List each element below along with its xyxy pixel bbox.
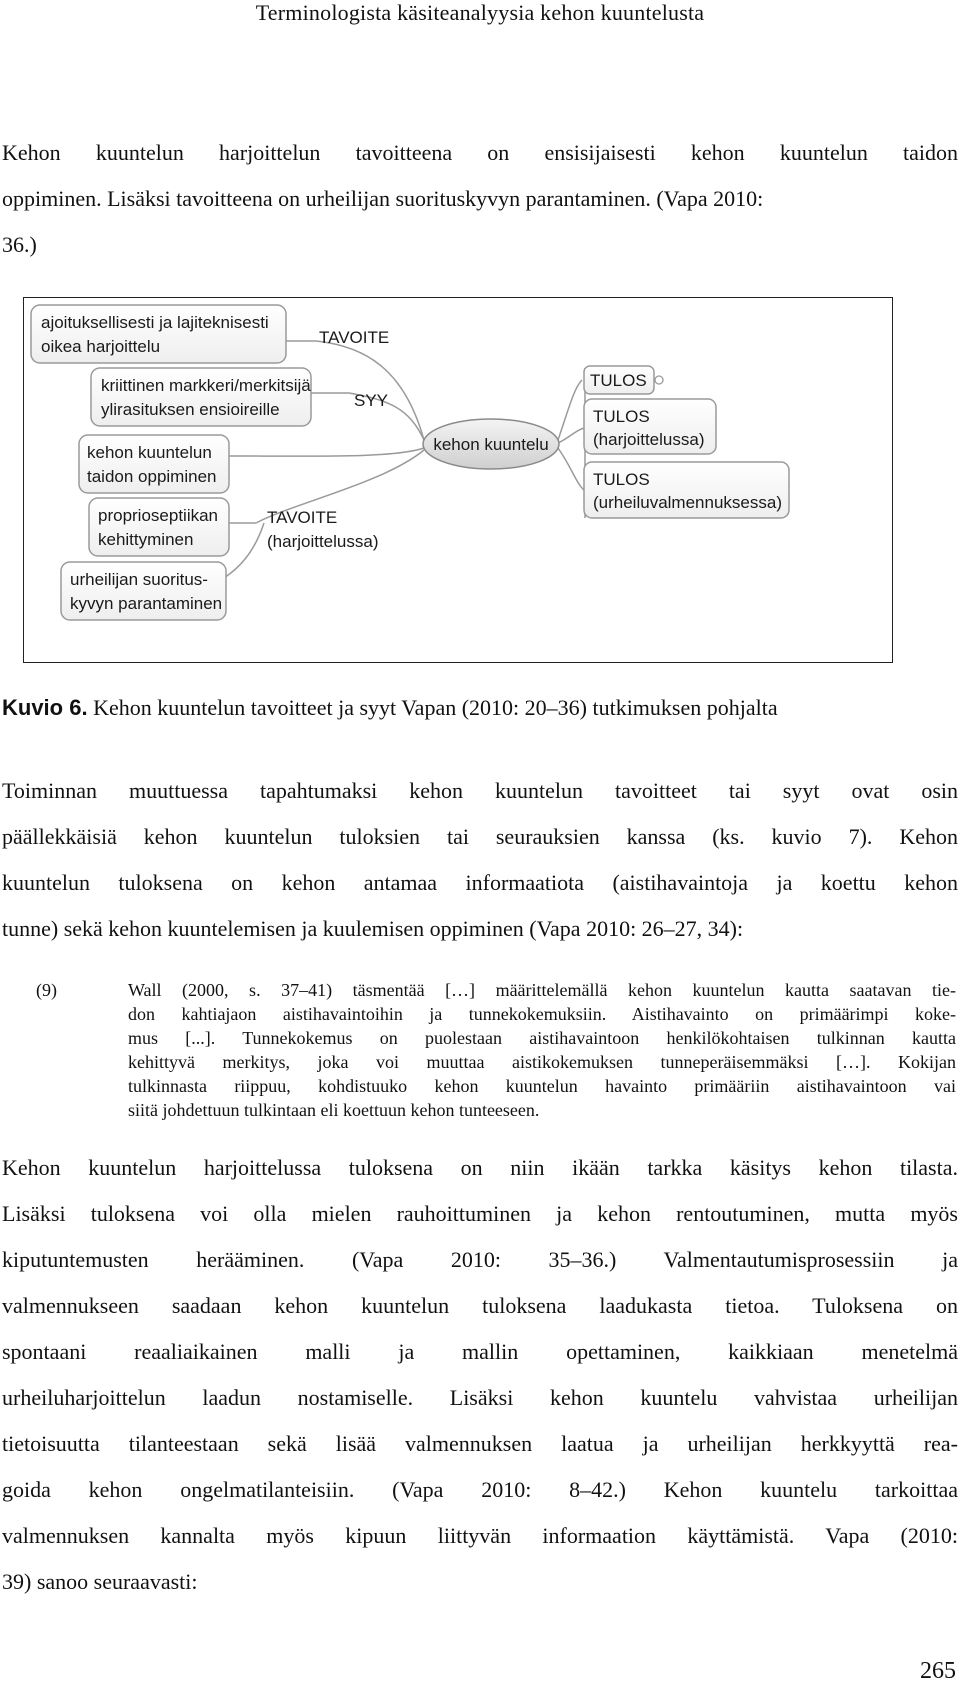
label-tavoite: TAVOITE — [319, 328, 390, 347]
box-text: kehittyminen — [98, 530, 194, 549]
left-box-1 — [31, 305, 286, 363]
page-number: 265 — [920, 1658, 956, 1684]
box-text: proprioseptiikan — [98, 506, 219, 525]
box-text: taidon oppiminen — [87, 467, 217, 486]
left-box-5 — [61, 562, 226, 620]
box-text: TULOS — [590, 371, 647, 390]
right-box-tulos-harjoittelussa — [584, 399, 716, 454]
quote-number: (9) — [36, 980, 57, 1000]
expand-node-icon — [655, 376, 663, 384]
text-line: Kehon kuuntelun harjoittelun tavoitteena on ensisijaisesti kehon kuuntelun taidon — [2, 140, 958, 165]
text-line: 36.) — [2, 232, 37, 257]
label-tavoite-harjoittelussa: TAVOITE — [267, 508, 338, 527]
figure-caption — [2, 693, 778, 723]
text-line: urheiluharjoittelun laadun nostamiselle. Lisäksi kehon kuuntelu vahvistaa urheilijan — [2, 1385, 958, 1410]
box-text: (urheiluvalmennuksessa) — [593, 493, 782, 512]
running-header: Terminologista käsiteanalyysia kehon kuuntelusta — [255, 0, 705, 25]
text-line: tunne) sekä kehon kuuntelemisen ja kuulemisen oppiminen (Vapa 2010: 26–27, 34): — [2, 916, 744, 941]
box-text: kriittinen markkeri/merkitsijä — [101, 376, 311, 395]
label-tavoite-harjoittelussa-sub: (harjoittelussa) — [267, 532, 379, 551]
text-line: Lisäksi tuloksena voi olla mielen rauhoittuminen ja kehon rentoutuminen, mutta myös — [2, 1201, 958, 1226]
box-text: urheilijan suoritus- — [70, 570, 208, 589]
box-text: oikea harjoittelu — [41, 337, 161, 356]
caption-text: Kehon kuuntelun tavoitteet ja syyt Vapan (2010: 20–36) tutkimuksen pohjalta — [93, 695, 778, 720]
box-text: kyvyn parantaminen — [70, 594, 223, 613]
left-box-4 — [89, 498, 229, 556]
box-text: TULOS — [593, 470, 650, 489]
text-line: kiputuntemusten herääminen. (Vapa 2010: 35–36.) Valmentautumisprosessiin ja — [2, 1247, 958, 1272]
text-line: Kehon kuuntelun harjoittelussa tuloksena on niin ikään tarkka käsitys kehon tilasta. — [2, 1155, 958, 1180]
right-box-tulos-urheiluvalmennuksessa — [584, 462, 789, 518]
text-line: goida kehon ongelmatilanteisiin. (Vapa 2010: 8–42.) Kehon kuuntelu tarkoittaa — [2, 1477, 958, 1502]
box-text: (harjoittelussa) — [593, 430, 705, 449]
label-syy: SYY — [354, 391, 389, 410]
quote-line: tulkinnasta riippuu, kohdistuuko kehon kuuntelun havainto primääriin aistihavaintoon vai — [128, 1076, 956, 1096]
text-line: päällekkäisiä kehon kuuntelun tuloksien tai seurauksien kanssa (ks. kuvio 7). Kehon — [2, 824, 958, 849]
block-quote — [128, 978, 956, 1122]
text-line: tietoisuutta tilanteestaan sekä lisää valmennuksen laatua ja urheilijan herkkyyttä rea- — [2, 1431, 958, 1456]
center-node — [423, 419, 559, 469]
text-line: oppiminen. Lisäksi tavoitteena on urheilijan suorituskyvyn parantaminen. (Vapa 2010: — [2, 186, 764, 211]
text-line: spontaani reaaliaikainen malli ja mallin opettaminen, kaikkiaan menetelmä — [2, 1339, 958, 1364]
mind-map-figure — [23, 297, 893, 663]
box-text: ylirasituksen ensioireille — [101, 400, 280, 419]
quote-line: don kahtiajaon aistihavaintoihin ja tunnekokemuksiin. Aistihavainto on primäärimpi koke- — [128, 1004, 956, 1024]
quote-line: mus [...]. Tunnekokemus on puolestaan aistihavaintoon henkilökohtaisen tulkinnan kautta — [128, 1028, 956, 1048]
mind-map-diagram — [24, 298, 892, 662]
paragraph-intro — [2, 130, 958, 268]
text-line: kuuntelun tuloksena on kehon antamaa informaatiota (aistihavaintoja ja koettu kehon — [2, 870, 958, 895]
quote-line: kehittyvä merkitys, joka voi muuttaa aistikokemuksen tunneperäisemmäksi […]. Kokijan — [128, 1052, 956, 1072]
box-text: kehon kuuntelun — [87, 443, 212, 462]
text-line: Toiminnan muuttuessa tapahtumaksi kehon kuuntelun tavoitteet tai syyt ovat osin — [2, 778, 958, 803]
left-box-2 — [91, 368, 311, 426]
left-box-3 — [79, 435, 229, 493]
text-line: valmennukseen saadaan kehon kuuntelun tuloksena laadukasta tietoa. Tuloksena on — [2, 1293, 958, 1318]
right-box-tulos — [584, 366, 663, 394]
text-line: valmennuksen kannalta myös kipuun liittyvän informaation käyttämistä. Vapa (2010: — [2, 1523, 958, 1548]
box-text: ajoituksellisesti ja lajiteknisesti — [41, 313, 269, 332]
paragraph-results — [2, 768, 958, 952]
text-line: 39) sanoo seuraavasti: — [2, 1569, 198, 1594]
center-label: kehon kuuntelu — [433, 435, 549, 454]
quote-line: Wall (2000, s. 37–41) täsmentää […] määrittelemällä kehon kuuntelun kautta saatavan tie- — [128, 980, 956, 1000]
box-text: TULOS — [593, 407, 650, 426]
quote-line: siitä johdettuun tulkintaan eli koettuun kehon tunteeseen. — [128, 1100, 540, 1120]
paragraph-training — [2, 1145, 958, 1605]
caption-label: Kuvio 6. — [2, 695, 88, 720]
